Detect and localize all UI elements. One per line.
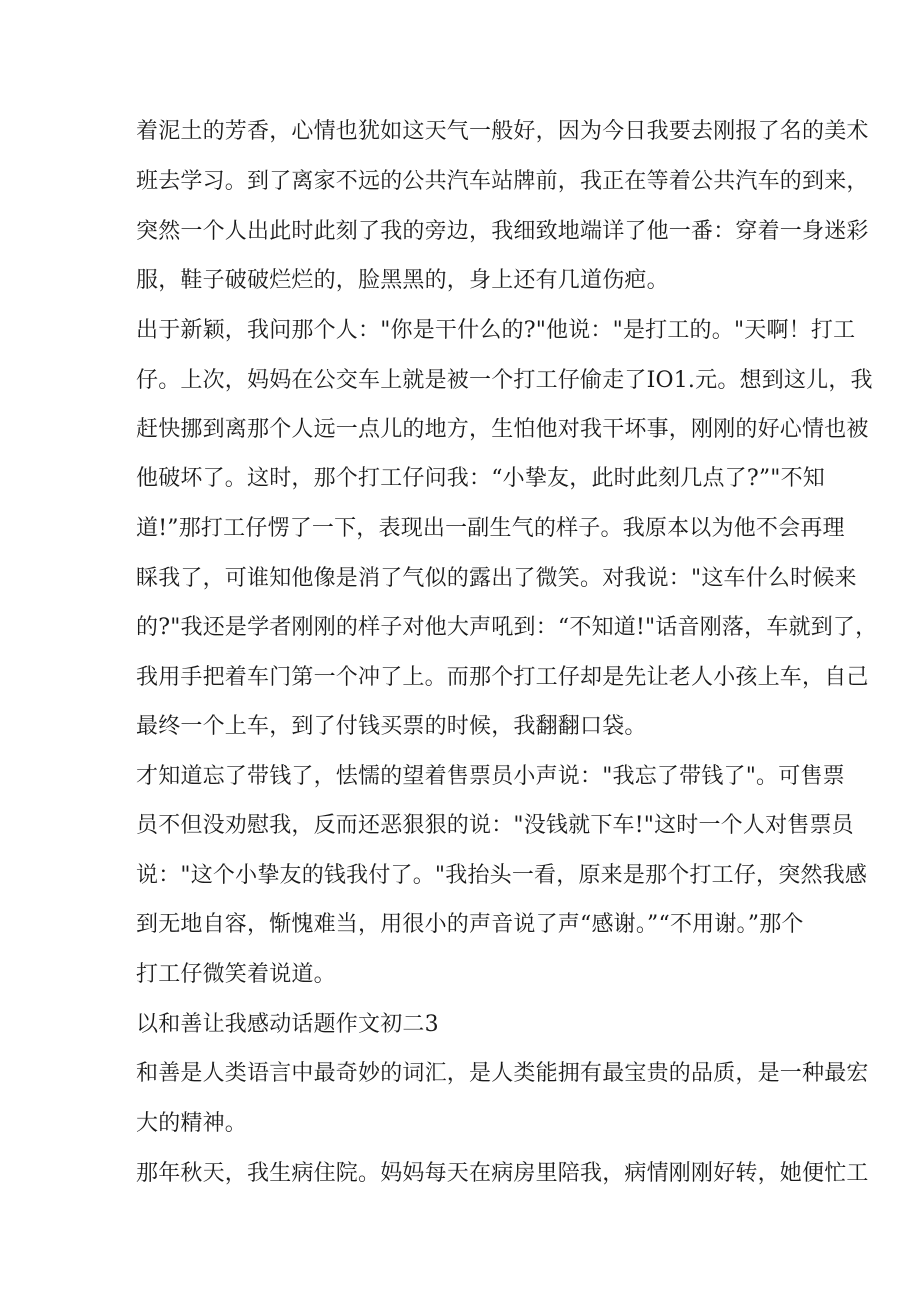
text-line: 他破坏了。这时，那个打工仔问我：“小挚友，此时此刻几点了?”"不知: [136, 466, 826, 491]
text-line: 说："这个小挚友的钱我付了。"我抬头一看，原来是那个打工仔，突然我感: [136, 863, 868, 888]
text-line: 赶快挪到离那个人远一点儿的地方，生怕他对我干坏事，刚刚的好心情也被: [136, 417, 869, 442]
text-line: 服，鞋子破破烂烂的，脸黑黑的，身上还有几道伤疤。: [136, 268, 669, 293]
text-line: 着泥土的芳香，心情也犹如这天气一般好，因为今日我要去刚报了名的美术: [136, 119, 869, 144]
text-line: 班去学习。到了离家不远的公共汽车站牌前，我正在等着公共汽车的到来，: [136, 169, 869, 194]
text-line: 突然一个人出此时此刻了我的旁边，我细致地端详了他一番：穿着一身迷彩: [136, 219, 869, 244]
text-line: 打工仔微笑着说道。: [136, 962, 336, 987]
text-line: 和善是人类语言中最奇妙的词汇，是人类能拥有最宝贵的品质，是一种最宏: [136, 1061, 869, 1086]
text-line: 我用手把着车门第一个冲了上。而那个打工仔却是先让老人小孩上车，自己: [136, 665, 869, 690]
text-line: 到无地自容，惭愧难当，用很小的声音说了声“感谢。”“不用谢。”那个: [136, 912, 804, 937]
text-line: 才知道忘了带钱了，怯懦的望着售票员小声说："我忘了带钱了"。可售票: [136, 764, 845, 789]
text-line: 的?"我还是学者刚刚的样子对他大声吼到：“不知道!"话音刚落，车就到了，: [136, 615, 878, 640]
text-line: 道!”那打工仔愣了一下，表现出一副生气的样子。我原本以为他不会再理: [136, 516, 845, 541]
text-line: 那年秋天，我生病住院。妈妈每天在病房里陪我，病情刚刚好转，她便忙工: [136, 1161, 869, 1186]
text-line: 仔。上次，妈妈在公交车上就是被一个打工仔偷走了IO1.元。想到这儿，我: [136, 368, 873, 393]
section-heading: 以和善让我感动话题作文初二3: [136, 1012, 439, 1037]
text-line: 睬我了，可谁知他像是消了气似的露出了微笑。对我说："这车什么时候来: [136, 566, 857, 591]
text-line: 最终一个上车，到了付钱买票的时候，我翻翻口袋。: [136, 714, 647, 739]
text-line: 大的精神。: [136, 1111, 248, 1136]
text-line: 出于新颖，我问那个人："你是干什么的?"他说："是打工的。"天啊！打工: [136, 318, 856, 343]
text-line: 员不但没劝慰我，反而还恶狠狠的说："没钱就下车!"这时一个人对售票员: [136, 813, 854, 838]
